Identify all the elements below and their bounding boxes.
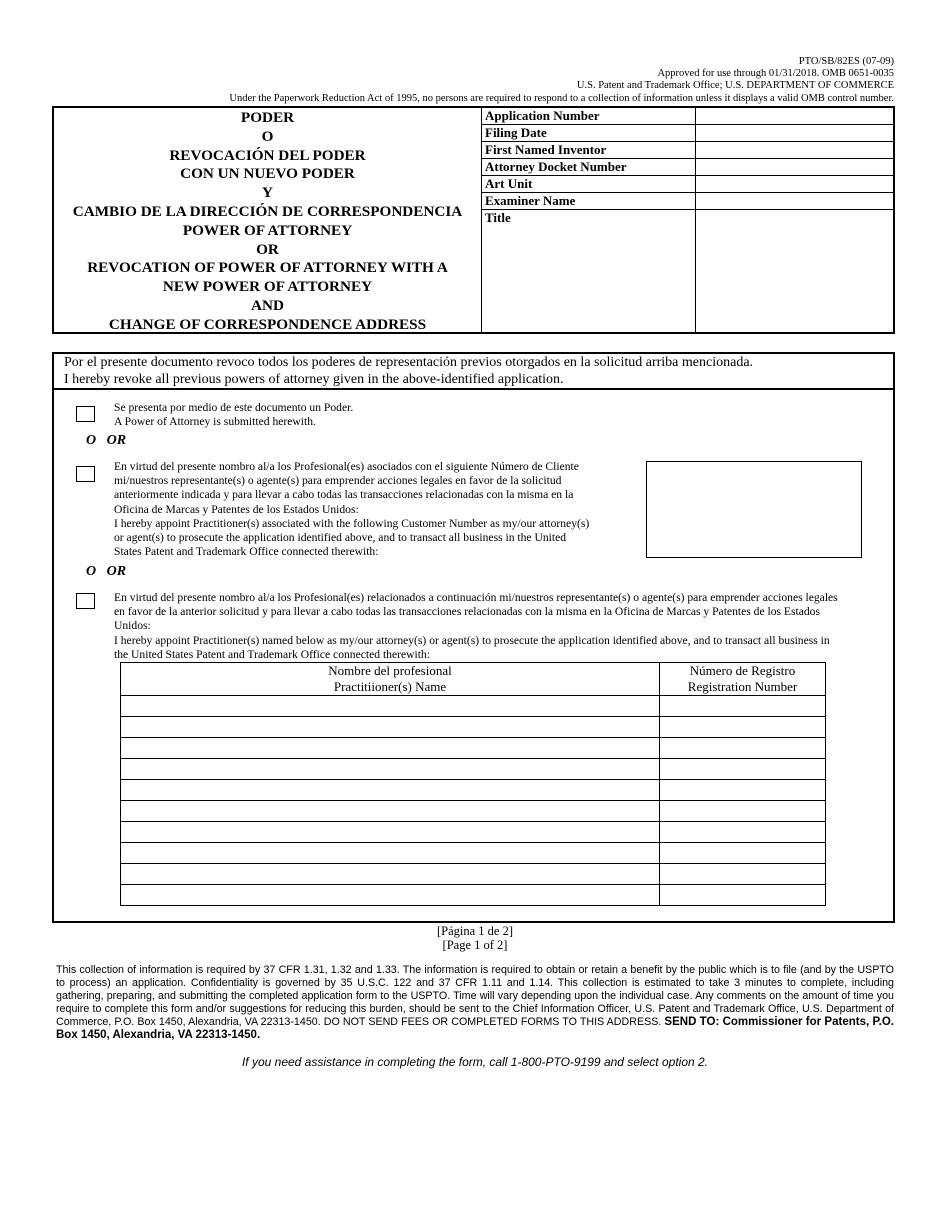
or-separator-2: O OR [86, 564, 127, 579]
option2-line: En virtud del presente nombro al/a los Profesional(es) asociados con el siguiente Número de Cliente [114, 460, 579, 473]
revocation-text-es: Por el presente documento revoco todos los poderes de representación previos otorgados en la solicitud arriba mencionada. [64, 355, 754, 370]
application-field-input[interactable] [695, 125, 893, 141]
title-line: REVOCACIÓN DEL PODER [169, 146, 366, 164]
title-line: REVOCATION OF POWER OF ATTORNEY WITH A [87, 259, 448, 277]
option2-line: Oficina de Marcas y Patentes de los Estados Unidos: [114, 502, 359, 516]
form-body [52, 352, 895, 923]
registration-number-header-es: Número de Registro [689, 663, 796, 678]
customer-number-checkbox[interactable] [76, 466, 95, 482]
form-header-box [52, 106, 895, 334]
registration-number-header [660, 663, 826, 696]
title-line: Y [262, 184, 273, 202]
application-field-label: Attorney Docket Number [485, 159, 627, 174]
table-row [121, 780, 826, 801]
option2-line: mi/nuestros representante(s) o agente(s) para emprender acciones legales en favor de la solicitud [114, 474, 562, 488]
registration-number-cell[interactable] [660, 759, 826, 780]
application-field-row [482, 159, 893, 176]
option3-line: the United States Patent and Trademark Office connected therewith: [114, 647, 430, 661]
practitioner-name-cell[interactable] [121, 717, 660, 738]
registration-number-cell[interactable] [660, 780, 826, 801]
title-line: NEW POWER OF ATTORNEY [162, 278, 373, 296]
practitioners-table-body [121, 696, 826, 906]
practitioner-name-cell[interactable] [121, 696, 660, 717]
registration-number-cell[interactable] [660, 801, 826, 822]
table-row [121, 843, 826, 864]
option2-line: anteriormente indicada y para llevar a cabo todas las transacciones relacionadas con la misma en la [114, 488, 574, 502]
application-field-input[interactable] [695, 193, 893, 209]
title-line: O [261, 127, 274, 145]
application-field-label: First Named Inventor [485, 142, 607, 157]
table-row [121, 885, 826, 906]
table-row [121, 864, 826, 885]
application-field-row [482, 108, 893, 125]
option-poa-submitted [114, 401, 353, 429]
registration-number-cell[interactable] [660, 822, 826, 843]
option2-line: I hereby appoint Practitioner(s) associated with the following Customer Number as my/our attorney(s) [114, 516, 590, 530]
application-field-row [482, 176, 893, 193]
application-field-row [482, 193, 893, 210]
send-to-address: SEND TO: Commissioner for Patents, P.O. Box 1450, Alexandria, VA 22313-1450. [56, 1016, 894, 1041]
or-separator-1: O OR [86, 433, 127, 448]
practitioner-name-cell[interactable] [121, 822, 660, 843]
option-customer-number [114, 460, 644, 559]
application-field-row [482, 142, 893, 159]
option3-line: Unidos: [114, 619, 151, 633]
practitioner-name-header-es: Nombre del profesional [328, 663, 452, 678]
application-field-input[interactable] [695, 159, 893, 175]
page-number-en: [Page 1 of 2] [442, 938, 508, 952]
option3-line: I hereby appoint Practitioner(s) named below as my/our attorney(s) or agent(s) to prosecute the application identified above, and to transact all business in [114, 633, 830, 647]
table-row [121, 801, 826, 822]
poa-submitted-checkbox[interactable] [76, 406, 95, 422]
table-row [121, 738, 826, 759]
omb-approval: Approved for use through 01/31/2018. OMB 0651-0035 [657, 68, 894, 79]
application-field-label: Art Unit [485, 176, 533, 191]
title-line: PODER [240, 109, 295, 126]
named-practitioners-checkbox[interactable] [76, 593, 95, 609]
table-row [121, 822, 826, 843]
revocation-statement [54, 354, 893, 390]
burden-statement [56, 964, 894, 1042]
option1-text-en: A Power of Attorney is submitted herewith. [114, 415, 316, 429]
registration-number-cell[interactable] [660, 696, 826, 717]
application-info-table [482, 108, 893, 332]
paperwork-notice: Under the Paperwork Reduction Act of 1995, no persons are required to respond to a collection of information unless it displays a valid OMB control number. [229, 93, 894, 104]
practitioner-name-cell[interactable] [121, 885, 660, 906]
application-field-row [482, 210, 893, 334]
burden-text: This collection of information is required by 37 CFR 1.31, 1.32 and 1.33. The information is required to obtain or retain a benefit by the public which is to file (and by the USPTO to process) an application. Confidentiality is governed by 35 U.S.C. 122 and 37 CFR 1.11 and 1.14. This collection is estimated to take 3 minutes to complete, including gathering, preparing, and submitting the completed application form to the USPTO. Time will vary depending upon the individual case. Any comments on the amount of time you require to complete this form and/or suggestions for reducing this burden, should be sent to the Chief Information Officer, U.S. Patent and Trademark Office, U.S. Department of Commerce, P.O. Box 1450, Alexandria, VA 22313-1450. DO NOT SEND FEES OR COMPLETED FORMS TO THIS ADDRESS. [56, 964, 894, 1028]
practitioner-name-cell[interactable] [121, 738, 660, 759]
application-field-input[interactable] [695, 210, 893, 334]
assistance-line: If you need assistance in completing the form, call 1-800-PTO-9199 and select option 2. [241, 1055, 709, 1069]
option2-line: or agent(s) to prosecute the application identified above, and to transact all business in the United [114, 531, 567, 545]
title-line: POWER OF ATTORNEY [182, 221, 353, 239]
application-field-input[interactable] [695, 142, 893, 158]
registration-number-header-en: Registration Number [687, 679, 798, 694]
application-field-input[interactable] [695, 108, 893, 124]
practitioner-name-cell[interactable] [121, 801, 660, 822]
agency-line: U.S. Patent and Trademark Office; U.S. DEPARTMENT OF COMMERCE [576, 80, 894, 91]
option1-text-es: Se presenta por medio de este documento un Poder. [114, 401, 354, 414]
practitioner-name-cell[interactable] [121, 759, 660, 780]
practitioner-name-cell[interactable] [121, 843, 660, 864]
form-code: PTO/SB/82ES (07-09) [798, 56, 894, 67]
registration-number-cell[interactable] [660, 717, 826, 738]
title-line: CON UN NUEVO PODER [180, 165, 355, 183]
table-row [121, 717, 826, 738]
title-line: OR [256, 240, 279, 258]
application-field-label: Title [485, 210, 511, 225]
application-field-input[interactable] [695, 176, 893, 192]
application-field-row [482, 125, 893, 142]
page-number-es: [Página 1 de 2] [436, 924, 514, 938]
table-row [121, 696, 826, 717]
registration-number-cell[interactable] [660, 864, 826, 885]
option3-line: en favor de la anterior solicitud y para llevar a cabo todas las transacciones relacionadas con la misma en la Oficina de Marcas y Patentes de los Estados [114, 605, 820, 619]
practitioner-name-header-en: Practitiioner(s) Name [333, 679, 447, 694]
practitioner-name-cell[interactable] [121, 864, 660, 885]
application-field-label: Filing Date [485, 125, 547, 140]
option2-line: States Patent and Trademark Office connected therewith: [114, 545, 379, 559]
practitioner-name-cell[interactable] [121, 780, 660, 801]
application-field-label: Examiner Name [485, 193, 576, 208]
title-line: CAMBIO DE LA DIRECCIÓN DE CORRESPONDENCIA [72, 202, 463, 220]
practitioner-name-header [121, 663, 660, 696]
title-line: AND [251, 296, 284, 314]
registration-number-cell[interactable] [660, 738, 826, 759]
registration-number-cell[interactable] [660, 885, 826, 906]
revocation-text-en: I hereby revoke all previous powers of attorney given in the above-identified application. [64, 371, 564, 387]
registration-number-cell[interactable] [660, 843, 826, 864]
option-named-practitioners [114, 591, 892, 662]
customer-number-field[interactable] [646, 461, 862, 558]
table-row [121, 759, 826, 780]
practitioners-table [120, 662, 826, 906]
form-title [54, 108, 482, 332]
title-line: CHANGE OF CORRESPONDENCE ADDRESS [108, 315, 427, 333]
option3-line: En virtud del presente nombro al/a los Profesional(es) relacionados a continuación mi/nuestros representante(s) o agente(s) para emprender acciones legales [114, 591, 838, 604]
application-field-label: Application Number [485, 108, 600, 123]
